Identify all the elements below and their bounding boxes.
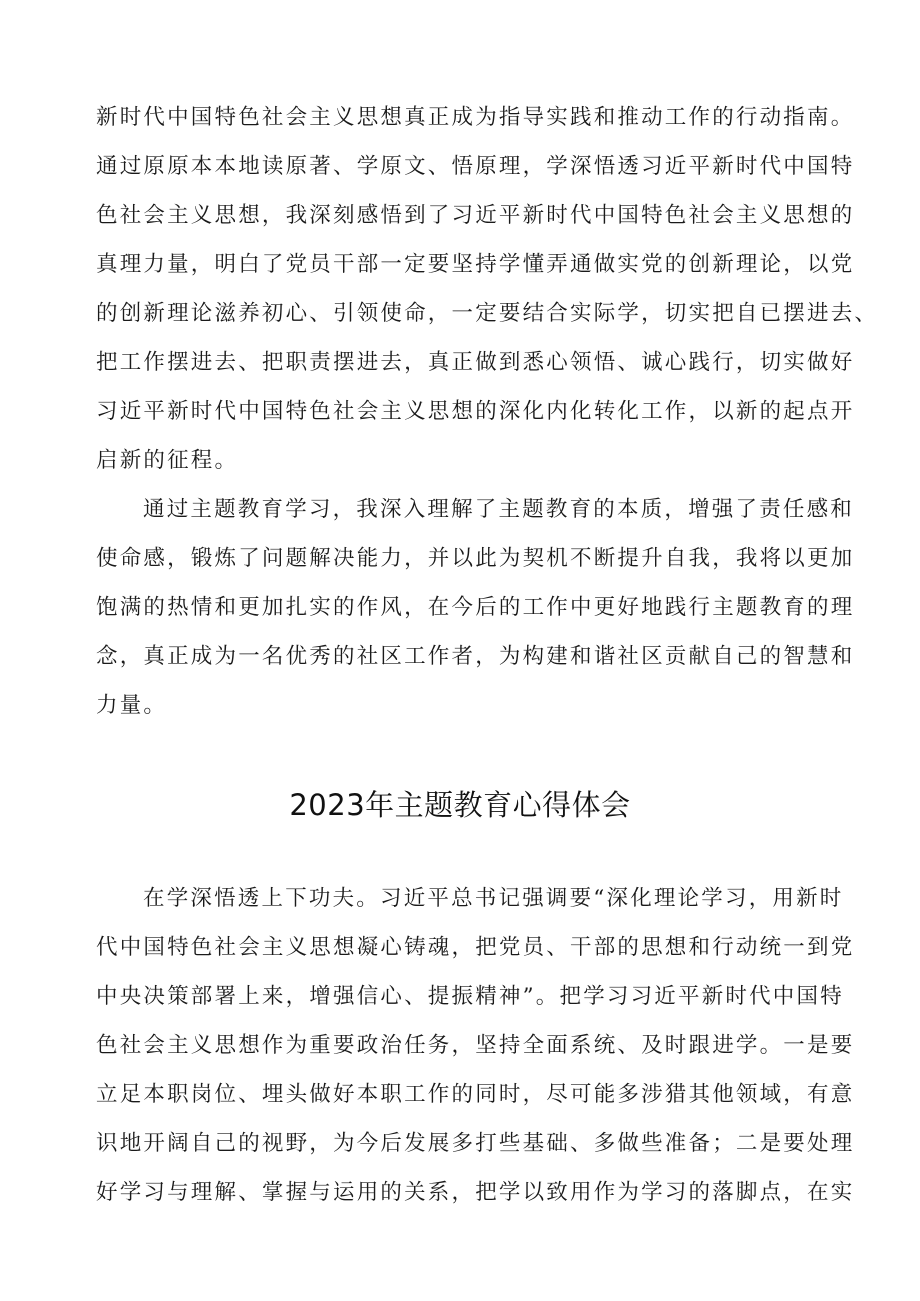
text-line: 新时代中国特色社会主义思想真正成为指导实践和推动工作的行动指南。 <box>96 105 855 130</box>
text-line: 中央决策部署上来，增强信心、提振精神”。把学习习近平新时代中国特 <box>96 984 844 1009</box>
text-line: 饱满的热情和更加扎实的作风，在今后的工作中更好地践行主题教育的理 <box>96 595 855 620</box>
text-line: 色社会主义思想作为重要政治任务，坚持全面系统、及时跟进学。一是要 <box>96 1033 855 1058</box>
text-line: 立足本职岗位、埋头做好本职工作的同时，尽可能多涉猎其他领域，有意 <box>96 1082 855 1107</box>
text-line: 启新的征程。 <box>96 448 239 473</box>
text-line: 把工作摆进去、把职责摆进去，真正做到悉心领悟、诚心践行，切实做好 <box>96 350 855 375</box>
text-line: 代中国特色社会主义思想凝心铸魂，把党员、干部的思想和行动统一到党 <box>96 935 855 960</box>
text-line: 识地开阔自己的视野，为今后发展多打些基础、多做些准备；二是要处理 <box>96 1131 855 1156</box>
text-line: 色社会主义思想，我深刻感悟到了习近平新时代中国特色社会主义思想的 <box>96 203 855 228</box>
text-line: 习近平新时代中国特色社会主义思想的深化内化转化工作，以新的起点开 <box>96 399 855 424</box>
text-line: 力量。 <box>96 693 168 718</box>
text-line: 通过原原本本地读原著、学原文、悟原理，学深悟透习近平新时代中国特 <box>96 154 855 179</box>
text-line: 使命感，锻炼了问题解决能力，并以此为契机不断提升自我，我将以更加 <box>96 546 855 571</box>
text-line: 真理力量，明白了党员干部一定要坚持学懂弄通做实党的创新理论，以党 <box>96 252 855 277</box>
text-line: 好学习与理解、掌握与运用的关系，把学以致用作为学习的落脚点，在实 <box>96 1180 855 1205</box>
text-line: 念，真正成为一名优秀的社区工作者，为构建和谐社区贡献自己的智慧和 <box>96 644 855 669</box>
document-title: 2023年主题教育心得体会 <box>289 788 631 822</box>
paragraph-first-line: 在学深悟透上下功夫。习近平总书记强调要“深化理论学习，用新时 <box>143 886 844 911</box>
text-line: 的创新理论滋养初心、引领使命，一定要结合实际学，切实把自已摆进去、 <box>96 301 879 326</box>
paragraph-first-line: 通过主题教育学习，我深入理解了主题教育的本质，增强了责任感和 <box>143 497 855 522</box>
